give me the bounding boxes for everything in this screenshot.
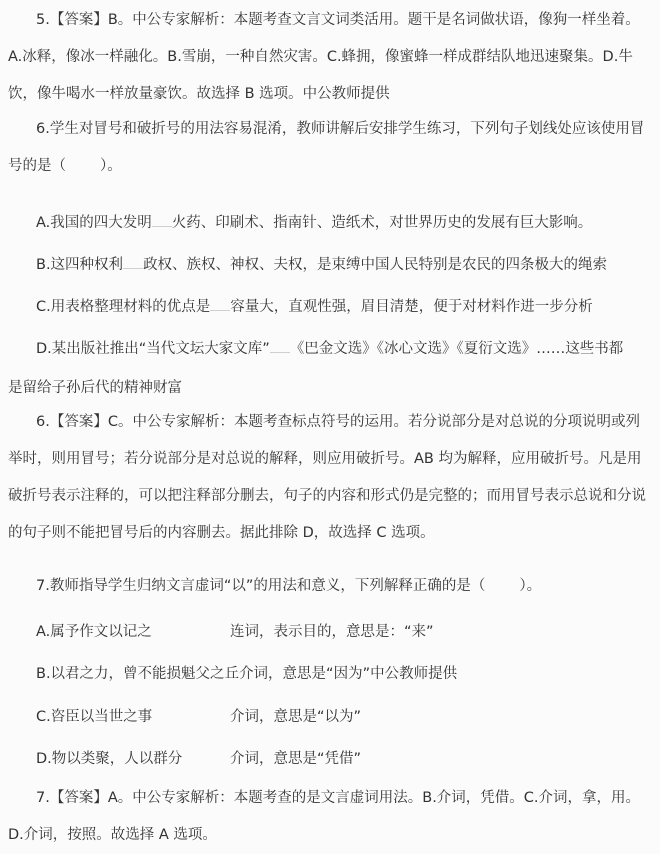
option-a-sentence: A.属予作文以记之 (36, 624, 152, 640)
q6-option-d (36, 338, 656, 359)
q7-stem-text: 7.教师指导学生归纳文言虚词“以”的用法和意义，下列解释正确的是（ (36, 578, 486, 594)
option-a-text: A.我国的四大发明 (36, 215, 152, 231)
q6-stem-close: ）。 (100, 158, 122, 174)
q5-answer-paragraph: 5.【答案】B。中公专家解析：本题考查文言文词类活用。题干是名词做状语，像狗一样坐着。A.冰释，像冰一样融化。B.雪崩，一种自然灾害。C.蜂拥，像蜜蜂一样成群结队地迅速聚集。D.牛饮，像牛喝水一样放量豪饮。故选择 B 选项。中公教师提供 (8, 12, 640, 102)
q7-question-stem (8, 568, 648, 605)
q7-option-c (36, 707, 656, 727)
q7-option-b (36, 664, 656, 684)
underline-blank (152, 212, 172, 227)
option-b-meaning: 介词，意思是“因为”中公教师提供 (239, 666, 458, 682)
q6-stem-text: 6.学生对冒号和破折号的用法容易混淆，教师讲解后安排学生练习，下列句子划线处应该使用冒号的是（ (8, 121, 645, 174)
underline-blank (210, 296, 230, 311)
option-c-rest: 容量大，直观性强，眉目清楚，便于对材料作进一步分析 (230, 299, 593, 315)
option-c-meaning: 介词，意思是“以为” (230, 709, 362, 725)
q6-answer-paragraph: 6.【答案】C。中公专家解析：本题考查标点符号的运用。若分说部分是对总说的分项说明或列举时，则用冒号；若分说部分是对总说的解释，则应用破折号。AB 均为解释，应用破折号。凡是用破折号表示注释的，可以把注释部分删去，句子的内容和形式仍是完整的；而用冒号表示总说和分说的句子则不能把冒号后的内容删去。据此排除 D，故选择 C 选项。 (8, 414, 646, 541)
q6-option-d-continuation: 是留给子孙后代的精神财富 (8, 380, 182, 396)
q6-question-stem (8, 111, 648, 185)
option-a-meaning: 连词，表示目的，意思是：“来” (230, 624, 434, 640)
q6-option-c (36, 296, 656, 317)
q7-option-d (36, 749, 656, 769)
option-d-rest: 《巴金文选》《冰心文选》《夏衍文选》……这些书都 (289, 341, 624, 357)
option-d-meaning: 介词，意思是“凭借” (230, 751, 362, 767)
q7-answer-paragraph: 7.【答案】A。中公专家解析：本题考查的是文言虚词用法。B.介词，凭借。C.介词，拿，用。D.介词，按照。故选择 A 选项。 (8, 790, 641, 843)
q7-option-a (36, 622, 656, 642)
option-a-rest: 火药、印刷术、指南针、造纸术，对世界历史的发展有巨大影响。 (171, 215, 593, 231)
underline-blank (123, 254, 143, 269)
underline-blank (270, 338, 290, 353)
q6-option-a (36, 212, 656, 233)
option-d-text: D.某出版社推出“当代文坛大家文库” (36, 341, 270, 357)
option-d-sentence: D.物以类聚，人以群分 (36, 751, 183, 767)
option-b-sentence: B.以君之力，曾不能损魁父之丘 (36, 666, 240, 682)
option-c-sentence: C.咨臣以当世之事 (36, 709, 153, 725)
q6-option-b (36, 254, 656, 275)
q7-stem-close: ）。 (519, 578, 542, 594)
option-b-text: B.这四种权利 (36, 257, 124, 273)
option-c-text: C.用表格整理材料的优点是 (36, 299, 211, 315)
option-b-rest: 政权、族权、神权、夫权，是束缚中国人民特别是农民的四条极大的绳索 (143, 257, 608, 273)
